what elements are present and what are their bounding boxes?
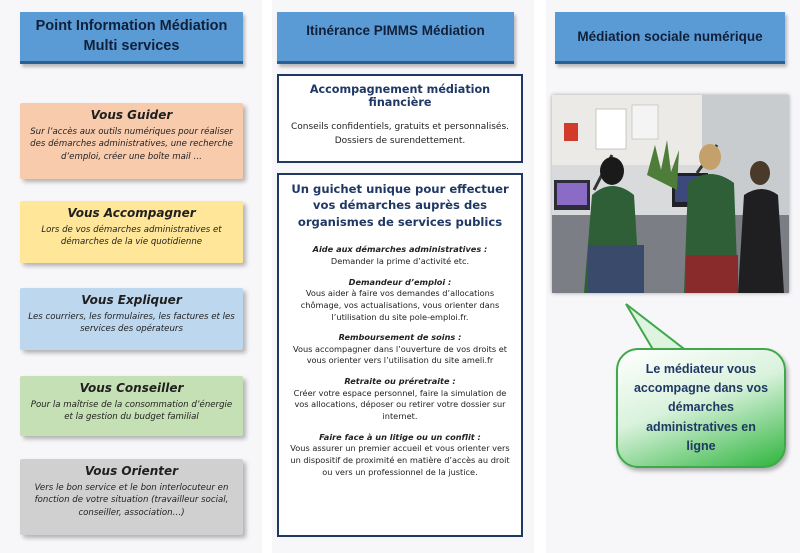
middle-header bbox=[277, 12, 514, 64]
card-expliquer bbox=[20, 288, 243, 350]
section-aide-demarches bbox=[286, 244, 514, 267]
section-text: Demander la prime d’activité etc. bbox=[330, 256, 470, 266]
right-header-text: Médiation sociale numérique bbox=[577, 29, 763, 44]
section-title: Remboursement de soins : bbox=[338, 332, 462, 343]
card-text: Pour la maîtrise de la consommation d’énergie et la gestion du budget familial bbox=[30, 400, 233, 423]
financial-mediation-title: Accompagnement médiation financière bbox=[309, 83, 491, 109]
section-text: Vous aider à faire vos demandes d’allocations chômage, vos actualisations, vous orienter dans l’utilisation du site pole-emploi.fr. bbox=[300, 288, 500, 322]
card-title: Vous Conseiller bbox=[79, 381, 184, 395]
section-demandeur-emploi bbox=[286, 277, 514, 324]
card-guider bbox=[20, 103, 243, 179]
section-text: Créer votre espace personnel, faire la simulation de vos allocations, déposer ou retirer votre dossier sur internet. bbox=[293, 387, 507, 422]
financial-mediation-text: Conseils confidentiels, gratuits et personnalisés. Dossiers de surendettement. bbox=[290, 122, 510, 146]
section-title: Aide aux démarches administratives : bbox=[312, 244, 488, 255]
card-text: Lors de vos démarches administratives et démarches de la vie quotidienne bbox=[41, 225, 222, 248]
section-litige bbox=[286, 432, 514, 479]
mediator-speech-bubble bbox=[616, 348, 786, 468]
mediator-bubble-text: Le médiateur vous accompagne dans vos démarches administratives en ligne bbox=[633, 361, 769, 454]
guichet-unique-title: Un guichet unique pour effectuer vos démarches auprès des organismes de services publics bbox=[291, 182, 509, 229]
card-title: Vous Orienter bbox=[84, 464, 179, 478]
financial-mediation-box bbox=[277, 74, 523, 163]
card-conseiller bbox=[20, 376, 243, 436]
card-text: Sur l’accès aux outils numériques pour réaliser des démarches administratives, une recherche d’emploi, créer une boîte mail … bbox=[30, 127, 233, 162]
card-title: Vous Guider bbox=[90, 108, 173, 122]
section-title: Demandeur d’emploi : bbox=[348, 276, 452, 287]
section-retraite bbox=[286, 376, 514, 423]
right-header bbox=[555, 12, 785, 64]
left-header-text: Point Information Médiation Multi services bbox=[35, 17, 228, 54]
mediation-photo bbox=[552, 95, 789, 293]
mediation-photo-illustration bbox=[552, 95, 789, 293]
section-title: Retraite ou préretraite : bbox=[344, 376, 456, 387]
card-title: Vous Accompagner bbox=[67, 206, 196, 220]
card-text: Vers le bon service et le bon interlocuteur en fonction de votre situation (travailleur social, conseiller, association…) bbox=[34, 483, 229, 518]
guichet-unique-box bbox=[277, 173, 523, 537]
section-title: Faire face à un litige ou un conflit : bbox=[319, 431, 481, 442]
section-remboursement-soins bbox=[286, 332, 514, 367]
section-text: Vous assurer un premier accueil et vous orienter vers un dispositif de proximité en matière d’accès au droit ou vers un professionnel de la justice. bbox=[290, 443, 510, 477]
card-orienter bbox=[20, 459, 243, 535]
section-text: Vous accompagner dans l’ouverture de vos droits et vous orienter vers l’utilisation du site ameli.fr bbox=[292, 343, 508, 366]
middle-header-text: Itinérance PIMMS Médiation bbox=[306, 23, 485, 38]
card-text: Les courriers, les formulaires, les factures et les services des opérateurs bbox=[28, 312, 235, 335]
left-header bbox=[20, 12, 243, 64]
card-title: Vous Expliquer bbox=[81, 293, 182, 307]
card-accompagner bbox=[20, 201, 243, 263]
